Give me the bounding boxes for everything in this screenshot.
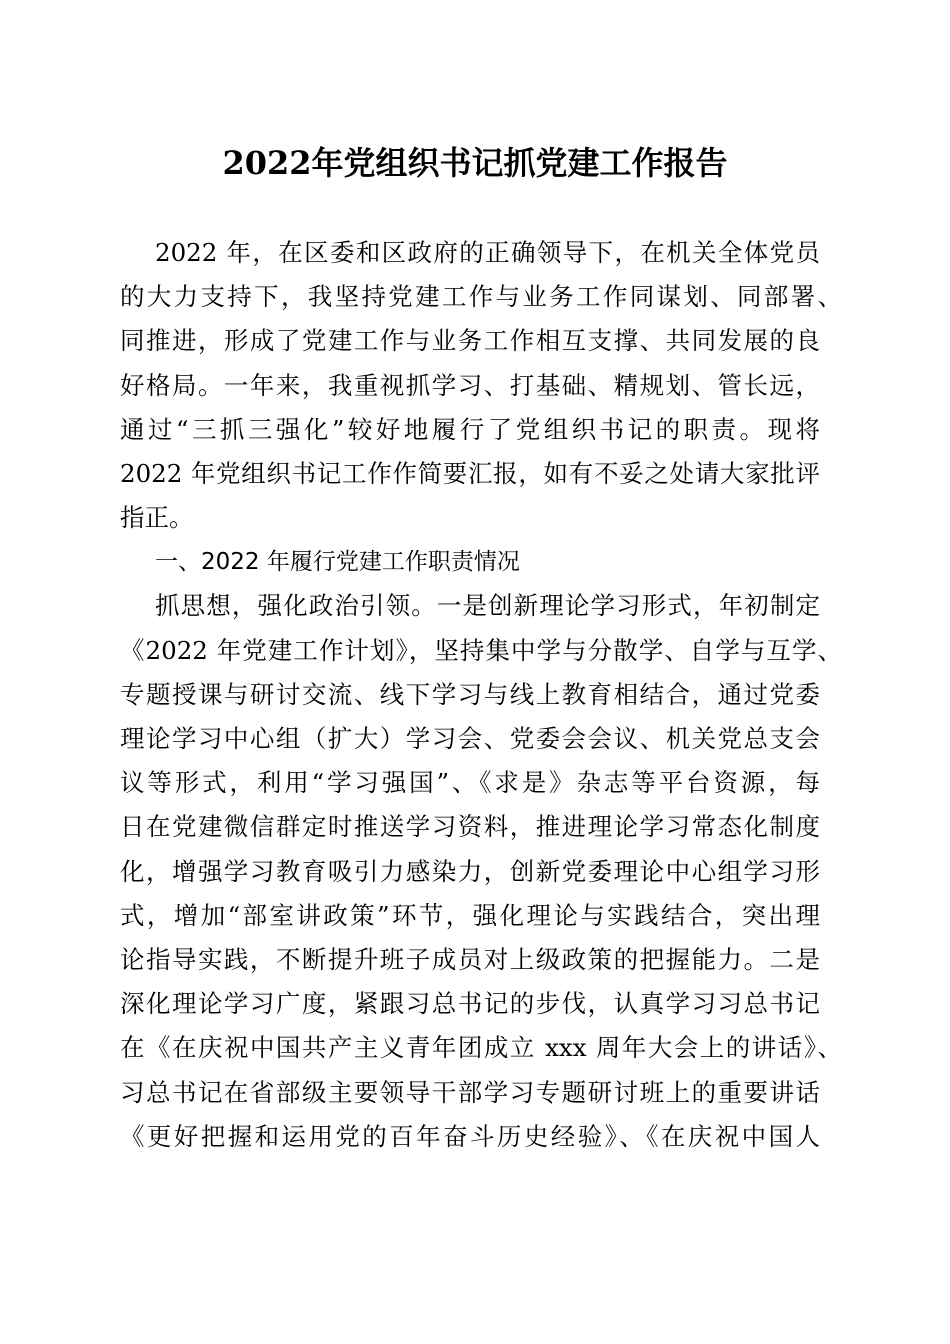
paragraph-line: 的大力支持下，我坚持党建工作与业务工作同谋划、同部署、 xyxy=(120,282,842,311)
paragraph-line: 《2022 年党建工作计划》，坚持集中学与分散学、自学与互学、 xyxy=(120,636,842,665)
paragraph-line: 好格局。一年来，我重视抓学习、打基础、精规划、管长远， xyxy=(120,371,820,400)
paragraph-line: 论指导实践，不断提升班子成员对上级政策的把握能力。二是 xyxy=(120,945,820,974)
paragraph-line: 同推进，形成了党建工作与业务工作相互支撑、共同发展的良 xyxy=(120,326,820,355)
document-title: 2022年党组织书记抓党建工作报告 xyxy=(222,144,728,182)
paragraph-line: 议等形式，利用“学习强国”、《求是》杂志等平台资源，每 xyxy=(120,768,820,797)
paragraph-line: 在《在庆祝中国共产主义青年团成立 xxx 周年大会上的讲话》、 xyxy=(120,1033,842,1062)
paragraph-line: 日在党建微信群定时推送学习资料，推进理论学习常态化制度 xyxy=(120,812,820,841)
paragraph-line: 深化理论学习广度，紧跟习总书记的步伐，认真学习习总书记 xyxy=(120,989,820,1018)
paragraph-line: 《更好把握和运用党的百年奋斗历史经验》、《在庆祝中国人 xyxy=(120,1122,820,1151)
paragraph-line: 式，增加“部室讲政策”环节，强化理论与实践结合，突出理 xyxy=(120,901,820,930)
paragraph-line: 专题授课与研讨交流、线下学习与线上教育相结合，通过党委 xyxy=(120,680,820,709)
paragraph-line: 习总书记在省部级主要领导干部学习专题研讨班上的重要讲话 xyxy=(120,1078,820,1107)
paragraph-line: 抓思想，强化政治引领。一是创新理论学习形式，年初制定 xyxy=(155,591,820,620)
paragraph-line: 2022 年，在区委和区政府的正确领导下，在机关全体党员 xyxy=(155,238,820,267)
paragraph-line: 理论学习中心组（扩大）学习会、党委会会议、机关党总支会 xyxy=(120,724,820,753)
paragraph-line: 化，增强学习教育吸引力感染力，创新党委理论中心组学习形 xyxy=(120,857,820,886)
section-heading: 一、2022 年履行党建工作职责情况 xyxy=(155,549,520,575)
paragraph-line: 指正。 xyxy=(120,503,194,532)
paragraph-line: 通过“三抓三强化”较好地履行了党组织书记的职责。现将 xyxy=(120,415,820,444)
paragraph-line: 2022 年党组织书记工作作简要汇报，如有不妥之处请大家批评 xyxy=(120,459,820,488)
